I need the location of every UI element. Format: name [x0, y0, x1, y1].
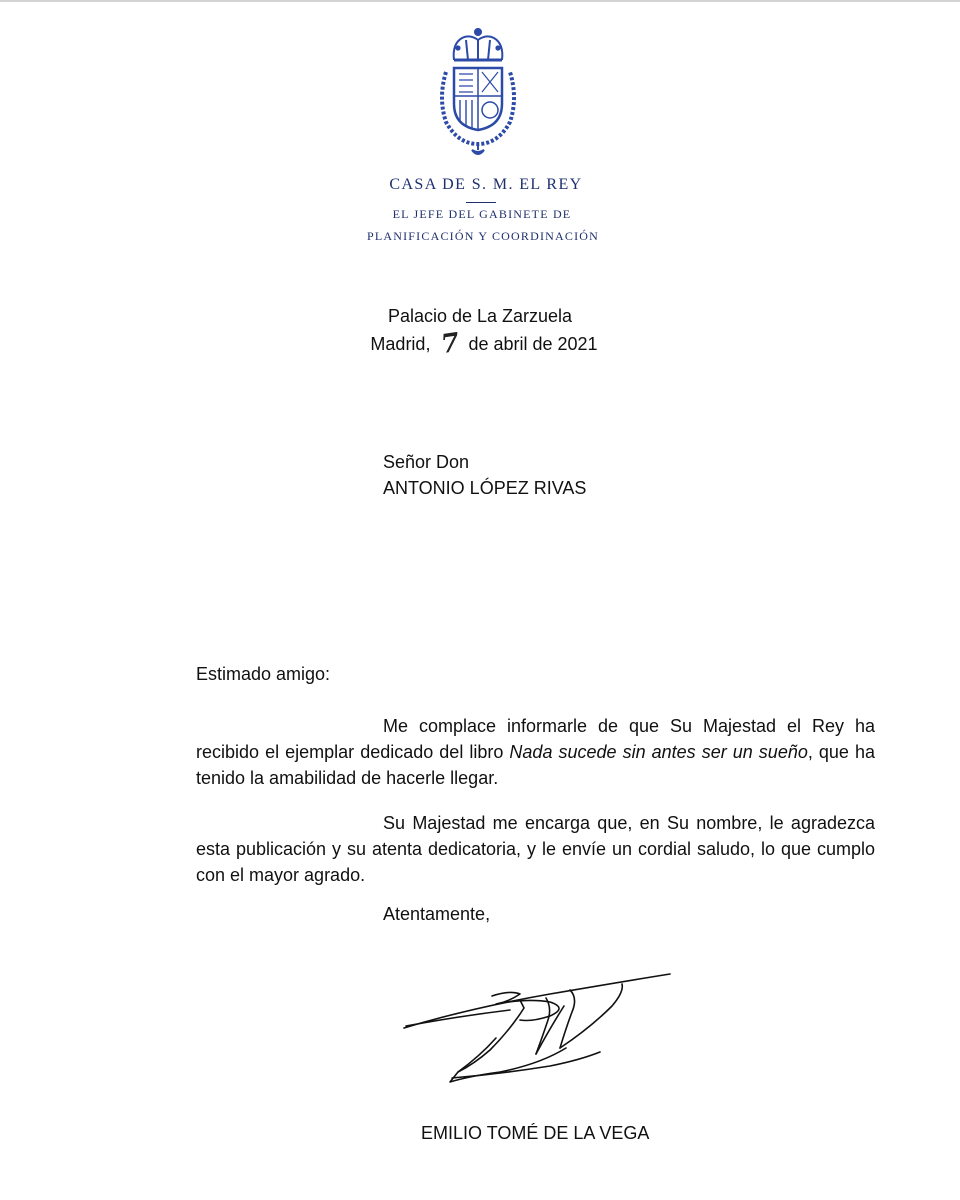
- paragraph-1-text-end: , que ha tenido la amabilidad de hacerle llegar.: [196, 742, 875, 788]
- paragraph-1-text-start: Me complace informarle de que Su Majestad el Rey ha recibido el ejemplar dedicado del libro: [196, 716, 875, 762]
- office-title-line-2: PLANIFICACIÓN Y COORDINACIÓN: [366, 229, 600, 243]
- letterhead-divider: [466, 202, 496, 203]
- recipient-title: Señor Don: [383, 452, 470, 472]
- royal-crest-icon: [432, 26, 524, 160]
- book-title: Nada sucede sin antes ser un sueño: [509, 742, 808, 762]
- date-city: Madrid,: [370, 334, 431, 354]
- closing-phrase: Atentamente,: [383, 904, 491, 924]
- signer-name: EMILIO TOMÉ DE LA VEGA: [421, 1123, 650, 1143]
- date-month-year: de abril de 2021: [468, 334, 598, 354]
- recipient-block: [383, 449, 586, 501]
- salutation: Estimado amigo:: [196, 664, 331, 684]
- body-paragraph-1: [196, 713, 875, 791]
- handwritten-signature-icon: [400, 968, 680, 1092]
- recipient-name: ANTONIO LÓPEZ RIVAS: [383, 478, 587, 498]
- date-line: [370, 327, 598, 361]
- place-and-date: [0, 303, 960, 361]
- office-title-line-1: EL JEFE DEL GABINETE DE: [392, 207, 572, 221]
- place-line: Palacio de La Zarzuela: [387, 306, 573, 326]
- body-paragraph-2: Su Majestad me encarga que, en Su nombre, le agradezca esta publicación y su atenta dedicatoria, y le envíe un cordial saludo, lo que cumplo con el mayor agrado.: [196, 813, 875, 885]
- handwritten-day: 7: [439, 327, 462, 361]
- page-top-edge: [0, 0, 960, 2]
- royal-house-name: CASA DE S. M. EL REY: [389, 176, 583, 193]
